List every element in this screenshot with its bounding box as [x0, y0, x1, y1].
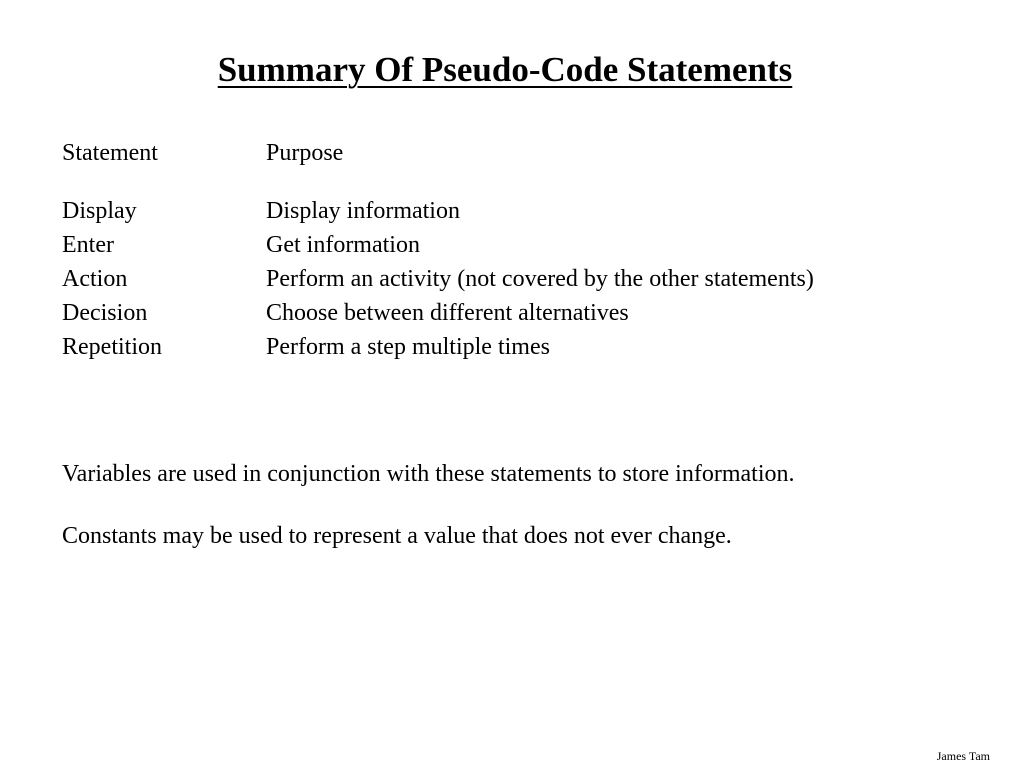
variables-paragraph: Variables are used in conjunction with these statements to store information. — [62, 461, 795, 487]
purpose-cell: Choose between different alternatives — [266, 300, 629, 326]
statement-cell: Enter — [62, 232, 114, 258]
statement-cell: Decision — [62, 300, 148, 326]
statement-cell: Display — [62, 198, 137, 224]
purpose-cell: Display information — [266, 198, 460, 224]
slide-title: Summary Of Pseudo-Code Statements — [217, 50, 793, 89]
constants-paragraph: Constants may be used to represent a value that does not ever change. — [62, 523, 732, 549]
purpose-cell: Perform a step multiple times — [266, 334, 550, 360]
table-row-display — [62, 194, 962, 228]
table-row-decision — [62, 296, 962, 330]
table-row-enter — [62, 228, 962, 262]
statement-table — [62, 136, 962, 364]
table-row-action — [62, 262, 962, 296]
purpose-cell: Get information — [266, 232, 420, 258]
header-purpose: Purpose — [266, 140, 344, 166]
table-header-row — [62, 136, 962, 170]
statement-cell: Action — [62, 266, 128, 292]
header-statement: Statement — [62, 140, 158, 166]
footer-author: James Tam — [936, 749, 990, 763]
purpose-cell: Perform an activity (not covered by the other statements) — [266, 266, 814, 292]
statement-cell: Repetition — [62, 334, 162, 360]
table-row-repetition — [62, 330, 962, 364]
